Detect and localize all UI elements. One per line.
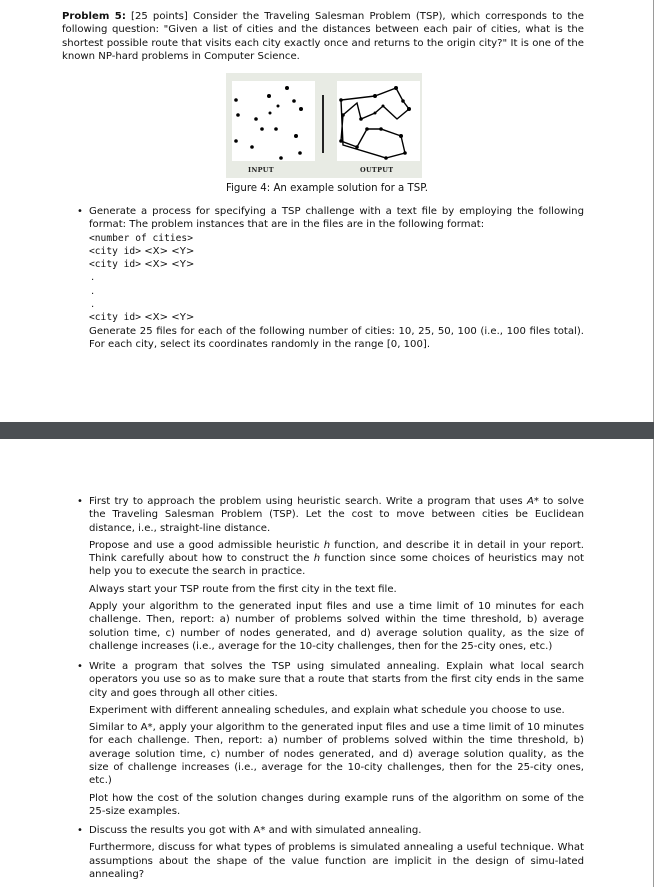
city-point	[298, 151, 302, 155]
bullet-marker: •	[77, 825, 83, 836]
format-line: <number of cities>	[89, 232, 193, 244]
bullet-text: Discuss the results you got with A* and with simulated annealing.	[89, 825, 422, 836]
city-point	[407, 107, 411, 111]
list-item	[77, 495, 584, 653]
city-point	[254, 117, 258, 121]
document-page-1	[0, 0, 654, 422]
document-page-2	[0, 439, 654, 887]
city-point	[294, 134, 298, 138]
ellipsis-dot: .	[91, 299, 95, 311]
city-point	[373, 94, 377, 98]
city-point	[382, 105, 385, 108]
city-point	[339, 98, 343, 102]
bullet-marker: •	[77, 496, 83, 507]
bullet-paragraph: Always start your TSP route from the first city in the text file.	[89, 583, 397, 595]
bullet-text: First try to approach the problem using heuristic search. Write a program that uses A* to solve the Traveling Salesman Problem (TSP). Let the cost to move between cities be Euclidean distance, i.e., straight-line distance.	[89, 496, 584, 534]
bullet-paragraph: Apply your algorithm to the generated input files and use a time limit of 10 minutes for each challenge. Then, report: a) number of problems solved within the time threshold, b) average solution time, c) number of nodes generated, and d) average solution quality, as the size of challenge increases (i.e., average for the 10-city challenges, then for the 25-city ones, etc.)	[89, 601, 584, 652]
bullet-marker: •	[77, 206, 83, 217]
ellipsis-dot: .	[91, 272, 95, 284]
city-point	[355, 145, 359, 149]
city-point	[234, 98, 238, 102]
ellipsis-dot: .	[91, 285, 95, 297]
city-point	[394, 86, 398, 90]
bullet-paragraph: Plot how the cost of the solution changes during example runs of the algorithm on some of the 25-size examples.	[89, 792, 584, 817]
format-line: <city id> <X> <Y>	[89, 245, 195, 257]
problem-number: Problem 5:	[62, 11, 126, 22]
input-label: INPUT	[248, 166, 274, 174]
city-point	[267, 94, 271, 98]
city-point	[379, 127, 383, 131]
problem-text: [25 points] Consider the Traveling Salesman Problem (TSP), which corresponds to the following question: "Given a list of cities and the distances between each pair of cities, what is the shortest possible route that visits each city exactly once and returns to the origin city?" It is one of the known NP-hard problems in Computer Science.	[62, 11, 584, 62]
list-item	[77, 660, 584, 818]
bullet-text: Write a program that solves the TSP using simulated annealing. Explain what local search operators you use so as to make sure that a route that starts from the first city ends in the same city and goes through all other cities.	[89, 661, 584, 699]
city-point	[277, 105, 280, 108]
city-point	[274, 127, 278, 131]
city-point	[250, 145, 254, 149]
city-point	[269, 112, 272, 115]
input-panel	[232, 81, 315, 161]
output-panel	[337, 81, 420, 161]
tour-path	[341, 88, 409, 158]
figure-caption: Figure 4: An example solution for a TSP.	[225, 183, 429, 194]
input-city-scatter	[232, 81, 315, 161]
bullet-paragraph: Propose and use a good admissible heuristic h function, and describe it in detail in your report. Think carefully about how to construct the h function since some choices of heuristics may not help you to execute the search in practice.	[89, 539, 584, 578]
city-point	[285, 86, 289, 90]
format-line: <city id> <X> <Y>	[89, 259, 195, 271]
page-divider	[0, 422, 654, 439]
city-point	[403, 151, 407, 155]
problem-statement	[62, 10, 584, 63]
city-point	[339, 139, 343, 143]
output-tour	[337, 81, 420, 161]
city-point	[401, 99, 405, 103]
bullet-closing-text: Generate 25 files for each of the following number of cities: 10, 25, 50, 100 (i.e., 100 files total). For each city, select its coordinates randomly in the range [0, 100].	[89, 325, 584, 350]
tsp-figure	[226, 73, 422, 178]
bullet-text: Generate a process for specifying a TSP challenge with a text file by employing the following format: The problem instances that are in the files are in the following format:	[89, 206, 584, 231]
city-point	[236, 113, 240, 117]
list-item	[77, 205, 584, 351]
city-point	[292, 99, 296, 103]
city-point	[365, 127, 369, 131]
bullet-paragraph: Similar to A*, apply your algorithm to the generated input files and use a time limit of 10 minutes for each challenge. Then, report: a) number of problems solved within the time threshold, b) average solution time, c) number of nodes generated, and d) average solution quality, as the size of challenge increases (i.e., average for the 10-city challenges, then for the 25-city ones, etc.)	[89, 722, 584, 787]
city-point	[260, 127, 264, 131]
output-label: OUTPUT	[360, 166, 394, 174]
city-point	[374, 112, 377, 115]
city-point	[359, 117, 363, 121]
list-item	[77, 824, 584, 881]
city-point	[384, 156, 388, 160]
figure-separator	[322, 95, 324, 153]
bullet-marker: •	[77, 661, 83, 672]
city-point	[234, 139, 238, 143]
city-point	[399, 134, 403, 138]
format-line: <city id> <X> <Y>	[89, 312, 195, 324]
bullet-paragraph: Furthermore, discuss for what types of problems is simulated annealing a useful technique. What assumptions about the shape of the value function are implicit in the design of simu-lated annealing?	[89, 842, 584, 880]
city-point	[341, 113, 345, 117]
bullet-paragraph: Experiment with different annealing schedules, and explain what schedule you choose to use.	[89, 704, 565, 716]
city-point	[279, 156, 283, 160]
city-point	[299, 107, 303, 111]
